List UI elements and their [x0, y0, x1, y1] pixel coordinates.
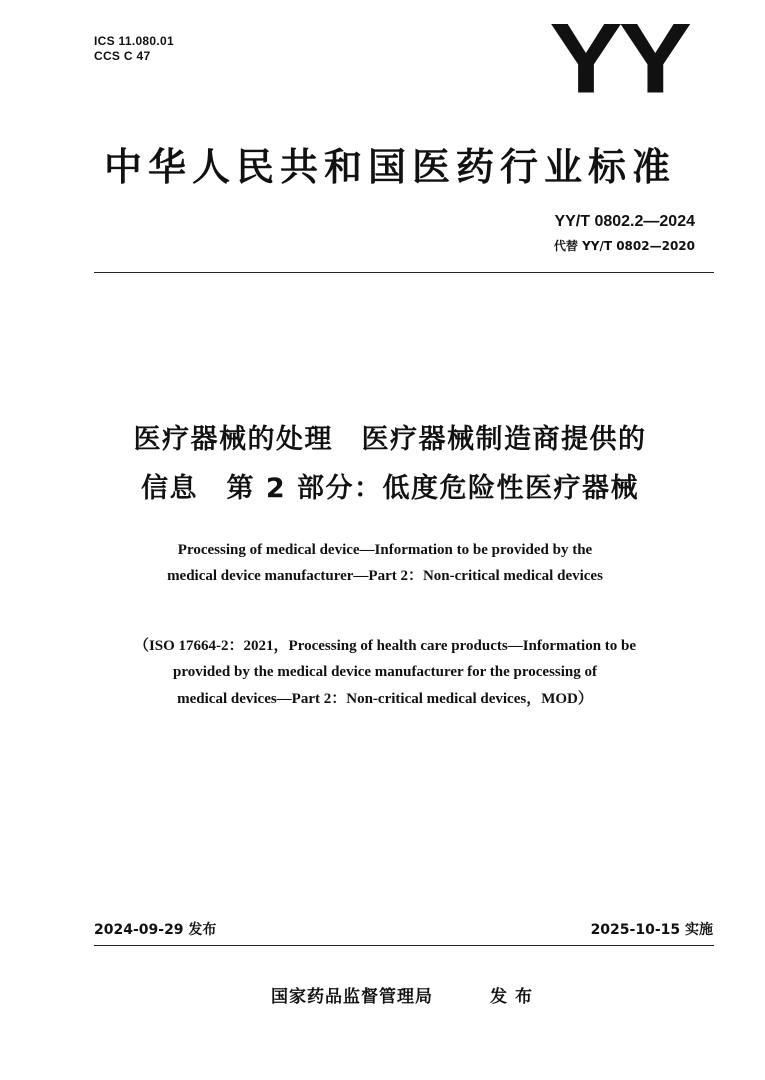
iso-reference-line-2: provided by the medical device manufacturer for the processing of — [173, 664, 597, 680]
iso-reference-line-1: （ISO 17664-2：2021，Processing of health care products—Information to be — [133, 638, 637, 654]
title-en-line-1: Processing of medical device—Information to be provided by the — [177, 542, 593, 558]
top-divider — [94, 272, 714, 273]
title-en-line-2: medical device manufacturer—Part 2：Non-critical medical devices — [167, 568, 603, 584]
title-cn-line-1: 医疗器械的处理 医疗器械制造商提供的 — [133, 424, 647, 455]
replaced-standard: 代替 YY/T 0802—2020 — [553, 239, 695, 253]
yy-logo: YY — [549, 3, 688, 115]
issuing-authority: 国家药品监督管理局 — [271, 987, 433, 1007]
bottom-divider — [94, 945, 714, 946]
issue-label: 发布 — [490, 987, 540, 1007]
implementation-date: 2025-10-15 实施 — [590, 922, 713, 938]
title-cn-line-2: 信息 第 2 部分：低度危险性医疗器械 — [140, 473, 640, 504]
standard-category-title: 中华人民共和国医药行业标准 — [103, 145, 676, 189]
standard-number: YY/T 0802.2—2024 — [554, 213, 695, 230]
publish-date: 2024-09-29 发布 — [94, 922, 217, 938]
iso-reference-line-3: medical devices—Part 2：Non-critical medical devices，MOD） — [177, 691, 593, 707]
ics-code: ICS 11.080.01 — [94, 34, 174, 48]
ccs-code: CCS C 47 — [94, 49, 151, 63]
